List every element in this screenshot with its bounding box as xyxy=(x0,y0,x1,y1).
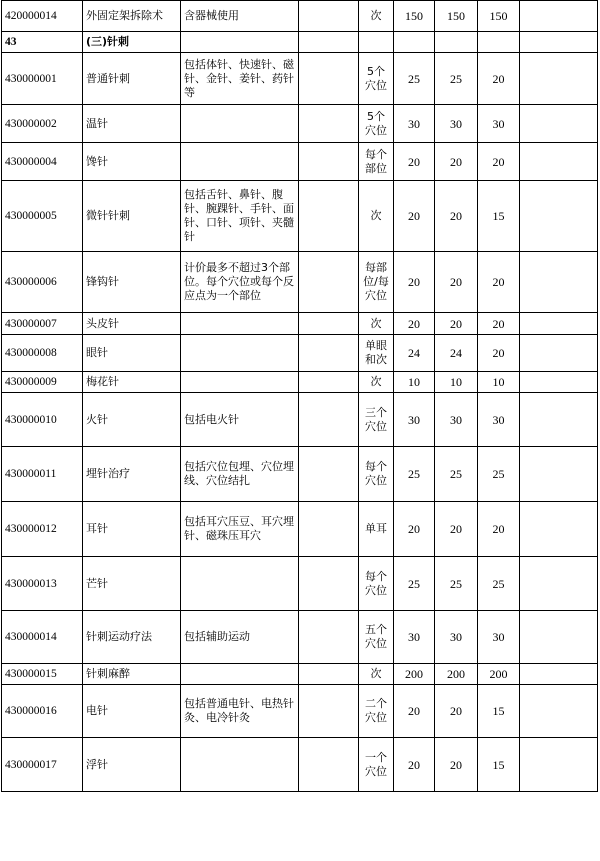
price-level-1-cell: 20 xyxy=(394,143,435,181)
table-row xyxy=(2,53,598,105)
price-level-2-cell: 20 xyxy=(435,738,478,792)
table-row xyxy=(2,1,598,32)
table-row xyxy=(2,393,598,447)
price-level-1-cell: 150 xyxy=(394,1,435,32)
exclusion-cell xyxy=(299,393,359,447)
project-content-cell xyxy=(181,557,299,611)
price-level-2-cell: 30 xyxy=(435,105,478,143)
price-level-3-cell: 20 xyxy=(478,53,520,105)
price-level-3-cell: 25 xyxy=(478,447,520,502)
note-cell xyxy=(520,252,598,313)
note-cell xyxy=(520,447,598,502)
project-name-cell: 火针 xyxy=(83,393,181,447)
table-row xyxy=(2,502,598,557)
exclusion-cell xyxy=(299,738,359,792)
price-level-2-cell: 200 xyxy=(435,664,478,685)
price-level-2-cell: 20 xyxy=(435,685,478,738)
table-row xyxy=(2,105,598,143)
exclusion-cell xyxy=(299,313,359,335)
note-cell xyxy=(520,502,598,557)
table-row xyxy=(2,664,598,685)
unit-cell: 5个穴位 xyxy=(359,105,394,143)
unit-cell: 次 xyxy=(359,1,394,32)
project-content-cell xyxy=(181,313,299,335)
price-level-1-cell: 25 xyxy=(394,53,435,105)
price-level-1-cell: 20 xyxy=(394,502,435,557)
note-cell xyxy=(520,105,598,143)
project-code-cell: 43 xyxy=(2,32,83,53)
price-level-1-cell: 20 xyxy=(394,181,435,252)
table-row xyxy=(2,685,598,738)
price-level-1-cell: 25 xyxy=(394,447,435,502)
note-cell xyxy=(520,313,598,335)
note-cell xyxy=(520,664,598,685)
price-level-3-cell: 10 xyxy=(478,372,520,393)
price-level-2-cell: 20 xyxy=(435,181,478,252)
note-cell xyxy=(520,32,598,53)
exclusion-cell xyxy=(299,143,359,181)
note-cell xyxy=(520,685,598,738)
price-level-2-cell: 20 xyxy=(435,313,478,335)
unit-cell: 次 xyxy=(359,313,394,335)
project-name-cell: 电针 xyxy=(83,685,181,738)
price-level-3-cell: 20 xyxy=(478,143,520,181)
exclusion-cell xyxy=(299,664,359,685)
unit-cell: 每个穴位 xyxy=(359,447,394,502)
price-level-3-cell: 15 xyxy=(478,685,520,738)
table-row xyxy=(2,372,598,393)
price-level-1-cell: 20 xyxy=(394,685,435,738)
project-content-cell: 包括穴位包埋、穴位埋线、穴位结扎 xyxy=(181,447,299,502)
note-cell xyxy=(520,738,598,792)
exclusion-cell xyxy=(299,1,359,32)
project-name-cell: 梅花针 xyxy=(83,372,181,393)
project-content-cell: 包括耳穴压豆、耳穴埋针、磁珠压耳穴 xyxy=(181,502,299,557)
table-row xyxy=(2,447,598,502)
price-level-3-cell: 15 xyxy=(478,738,520,792)
exclusion-cell xyxy=(299,181,359,252)
note-cell xyxy=(520,53,598,105)
project-code-cell: 430000005 xyxy=(2,181,83,252)
exclusion-cell xyxy=(299,685,359,738)
table-row xyxy=(2,557,598,611)
project-content-cell: 包括普通电针、电热针灸、电冷针灸 xyxy=(181,685,299,738)
price-level-2-cell: 25 xyxy=(435,557,478,611)
project-content-cell: 包括辅助运动 xyxy=(181,611,299,664)
table-row xyxy=(2,181,598,252)
exclusion-cell xyxy=(299,32,359,53)
project-code-cell: 430000013 xyxy=(2,557,83,611)
project-name-cell: 耳针 xyxy=(83,502,181,557)
price-level-2-cell: 24 xyxy=(435,335,478,372)
price-level-1-cell: 25 xyxy=(394,557,435,611)
exclusion-cell xyxy=(299,335,359,372)
price-level-1-cell: 20 xyxy=(394,313,435,335)
note-cell xyxy=(520,143,598,181)
price-level-1-cell: 20 xyxy=(394,252,435,313)
price-level-1-cell: 30 xyxy=(394,393,435,447)
project-content-cell: 包括体针、快速针、磁针、金针、姜针、药针等 xyxy=(181,53,299,105)
project-name-cell: 锋钩针 xyxy=(83,252,181,313)
price-level-3-cell: 15 xyxy=(478,181,520,252)
note-cell xyxy=(520,181,598,252)
price-level-2-cell: 30 xyxy=(435,611,478,664)
price-level-2-cell: 20 xyxy=(435,252,478,313)
project-name-cell: 浮针 xyxy=(83,738,181,792)
unit-cell: 单耳 xyxy=(359,502,394,557)
project-code-cell: 430000017 xyxy=(2,738,83,792)
project-code-cell: 430000014 xyxy=(2,611,83,664)
unit-cell: 每部位/每穴位 xyxy=(359,252,394,313)
project-code-cell: 430000001 xyxy=(2,53,83,105)
table-row xyxy=(2,335,598,372)
price-level-1-cell: 20 xyxy=(394,738,435,792)
exclusion-cell xyxy=(299,252,359,313)
table-row xyxy=(2,738,598,792)
price-level-2-cell: 30 xyxy=(435,393,478,447)
exclusion-cell xyxy=(299,611,359,664)
project-code-cell: 430000002 xyxy=(2,105,83,143)
fee-table-body xyxy=(2,1,598,792)
project-code-cell: 430000007 xyxy=(2,313,83,335)
exclusion-cell xyxy=(299,502,359,557)
project-name-cell: 外固定架拆除术 xyxy=(83,1,181,32)
exclusion-cell xyxy=(299,372,359,393)
project-content-cell xyxy=(181,105,299,143)
unit-cell: 单眼和次 xyxy=(359,335,394,372)
unit-cell: 每个部位 xyxy=(359,143,394,181)
project-code-cell: 420000014 xyxy=(2,1,83,32)
price-level-3-cell: 25 xyxy=(478,557,520,611)
project-name-cell: 埋针治疗 xyxy=(83,447,181,502)
price-level-1-cell: 10 xyxy=(394,372,435,393)
table-row xyxy=(2,252,598,313)
project-content-cell xyxy=(181,335,299,372)
project-content-cell: 包括电火针 xyxy=(181,393,299,447)
unit-cell: 每个穴位 xyxy=(359,557,394,611)
note-cell xyxy=(520,335,598,372)
note-cell xyxy=(520,611,598,664)
price-level-3-cell xyxy=(478,32,520,53)
project-name-cell: 温针 xyxy=(83,105,181,143)
project-name-cell: 针刺运动疗法 xyxy=(83,611,181,664)
price-level-2-cell xyxy=(435,32,478,53)
price-level-3-cell: 20 xyxy=(478,335,520,372)
project-content-cell: 包括舌针、鼻针、腹针、腕踝针、手针、面针、口针、项针、夹髓针 xyxy=(181,181,299,252)
price-level-3-cell: 20 xyxy=(478,313,520,335)
price-level-3-cell: 200 xyxy=(478,664,520,685)
price-level-3-cell: 30 xyxy=(478,611,520,664)
note-cell xyxy=(520,372,598,393)
note-cell xyxy=(520,557,598,611)
price-level-3-cell: 20 xyxy=(478,252,520,313)
price-level-3-cell: 20 xyxy=(478,502,520,557)
project-content-cell xyxy=(181,143,299,181)
price-level-3-cell: 150 xyxy=(478,1,520,32)
project-name-cell: 芒针 xyxy=(83,557,181,611)
price-level-1-cell: 30 xyxy=(394,105,435,143)
project-content-cell xyxy=(181,664,299,685)
fee-table xyxy=(1,0,598,792)
unit-cell: 5个穴位 xyxy=(359,53,394,105)
price-level-2-cell: 20 xyxy=(435,502,478,557)
project-name-cell: 馋针 xyxy=(83,143,181,181)
table-row xyxy=(2,611,598,664)
note-cell xyxy=(520,1,598,32)
price-level-2-cell: 25 xyxy=(435,447,478,502)
project-content-cell: 含器械使用 xyxy=(181,1,299,32)
project-code-cell: 430000015 xyxy=(2,664,83,685)
price-level-3-cell: 30 xyxy=(478,393,520,447)
project-code-cell: 430000006 xyxy=(2,252,83,313)
unit-cell: 五个穴位 xyxy=(359,611,394,664)
price-level-1-cell: 24 xyxy=(394,335,435,372)
unit-cell: 次 xyxy=(359,664,394,685)
project-content-cell: 计价最多不超过3个部位。每个穴位或每个反应点为一个部位 xyxy=(181,252,299,313)
exclusion-cell xyxy=(299,53,359,105)
project-name-cell: 微针针刺 xyxy=(83,181,181,252)
project-code-cell: 430000011 xyxy=(2,447,83,502)
unit-cell xyxy=(359,32,394,53)
project-name-cell: 头皮针 xyxy=(83,313,181,335)
table-row xyxy=(2,143,598,181)
exclusion-cell xyxy=(299,105,359,143)
project-code-cell: 430000010 xyxy=(2,393,83,447)
project-code-cell: 430000009 xyxy=(2,372,83,393)
project-content-cell xyxy=(181,738,299,792)
exclusion-cell xyxy=(299,557,359,611)
price-level-1-cell: 30 xyxy=(394,611,435,664)
section-row xyxy=(2,32,598,53)
price-level-1-cell xyxy=(394,32,435,53)
unit-cell: 二个穴位 xyxy=(359,685,394,738)
project-code-cell: 430000012 xyxy=(2,502,83,557)
project-content-cell xyxy=(181,372,299,393)
price-level-1-cell: 200 xyxy=(394,664,435,685)
price-level-2-cell: 25 xyxy=(435,53,478,105)
project-code-cell: 430000016 xyxy=(2,685,83,738)
unit-cell: 次 xyxy=(359,181,394,252)
note-cell xyxy=(520,393,598,447)
price-level-3-cell: 30 xyxy=(478,105,520,143)
section-title-cell: (三)针刺 xyxy=(83,32,181,53)
project-code-cell: 430000004 xyxy=(2,143,83,181)
project-code-cell: 430000008 xyxy=(2,335,83,372)
project-name-cell: 普通针刺 xyxy=(83,53,181,105)
price-level-2-cell: 20 xyxy=(435,143,478,181)
project-name-cell: 针刺麻醉 xyxy=(83,664,181,685)
unit-cell: 次 xyxy=(359,372,394,393)
price-level-2-cell: 150 xyxy=(435,1,478,32)
table-row xyxy=(2,313,598,335)
project-name-cell: 眼针 xyxy=(83,335,181,372)
unit-cell: 一个穴位 xyxy=(359,738,394,792)
unit-cell: 三个穴位 xyxy=(359,393,394,447)
exclusion-cell xyxy=(299,447,359,502)
project-content-cell xyxy=(181,32,299,53)
price-level-2-cell: 10 xyxy=(435,372,478,393)
